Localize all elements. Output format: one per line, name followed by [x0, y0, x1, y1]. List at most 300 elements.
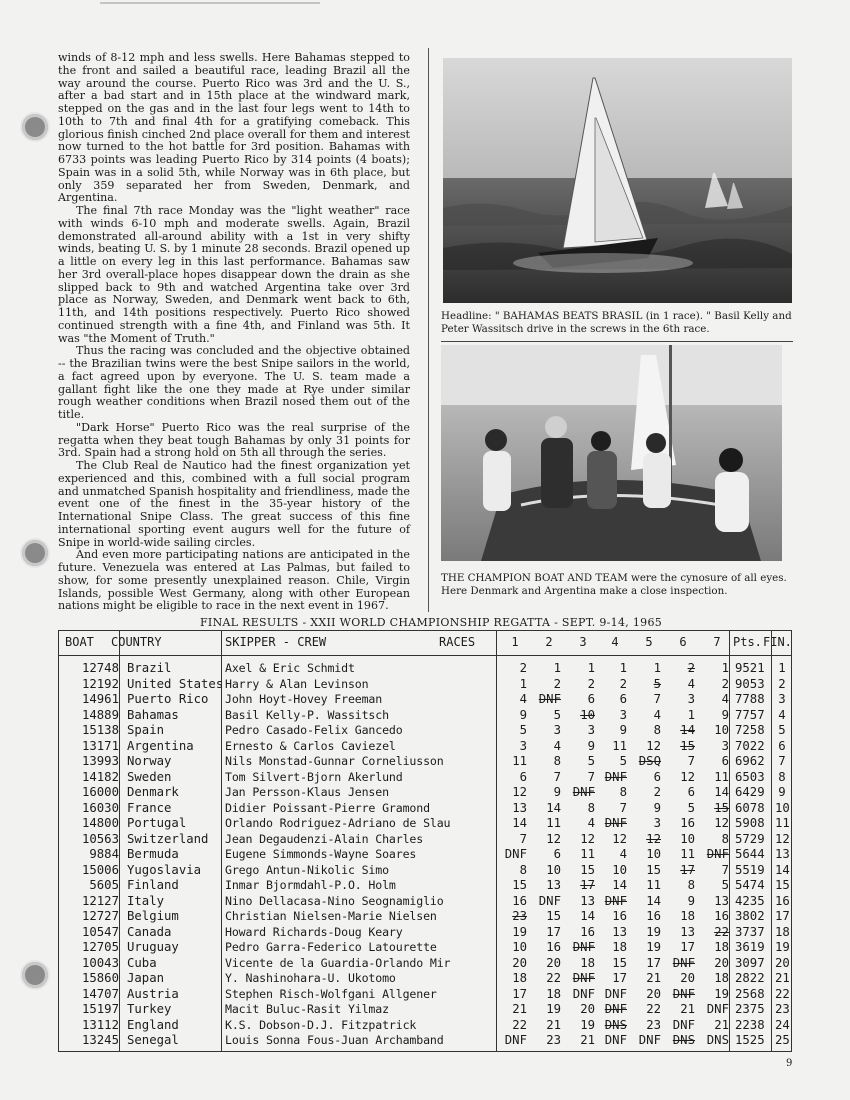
race-result: 12 — [646, 738, 661, 753]
boat-number: 9884 — [89, 847, 119, 861]
race-result-discarded: 14 — [680, 723, 695, 737]
race-result: 14 — [714, 785, 729, 799]
country-name: Norway — [127, 754, 172, 768]
race-result: 19 — [646, 924, 661, 939]
sailboat-photo — [443, 58, 792, 303]
final-place: 8 — [778, 769, 786, 784]
header-race-number: 1 — [511, 635, 519, 649]
skipper-crew: Pedro Garra-Federico Latourette — [225, 940, 437, 954]
country-name: Japan — [127, 971, 165, 985]
race-result: DNF — [504, 847, 527, 861]
table-row — [59, 739, 791, 755]
race-result-discarded: DNF — [672, 986, 695, 1001]
race-result: 10 — [714, 723, 729, 737]
final-place: 24 — [775, 1017, 790, 1032]
boat-number: 14889 — [81, 707, 119, 722]
table-row — [59, 661, 791, 677]
race-result-discarded: 12 — [646, 831, 661, 846]
boat-number: 12192 — [81, 676, 119, 691]
race-result: 11 — [646, 878, 661, 892]
race-result: 7 — [553, 769, 561, 784]
page-top-line — [100, 2, 320, 4]
race-result: DNF — [672, 1017, 695, 1032]
boat-number: 10043 — [81, 955, 119, 970]
total-points: 7757 — [735, 707, 765, 722]
header-race-number: 4 — [611, 635, 619, 649]
article-paragraph: Thus the racing was concluded and the objective obtained -- the Brazilian twins were the best Snipe sailors in the world, a fact agreed upon by everyone. The U. S. team made a gallant fight like the one they made at Rye under similar rough weather conditions when Brazil nosed them out of the title. — [58, 344, 410, 421]
table-row — [59, 785, 791, 801]
final-place: 13 — [775, 847, 790, 861]
boat-number: 14800 — [81, 816, 119, 830]
race-result: 5 — [687, 800, 695, 815]
race-result: DNF — [604, 986, 627, 1001]
race-result: 14 — [580, 909, 595, 923]
race-result: 6 — [721, 754, 729, 768]
final-place: 16 — [775, 893, 790, 908]
race-result: 16 — [714, 909, 729, 923]
total-points: 2568 — [735, 986, 765, 1001]
final-place: 25 — [775, 1033, 790, 1047]
race-result: 21 — [680, 1002, 695, 1016]
total-points: 7022 — [735, 738, 765, 753]
total-points: 5474 — [735, 878, 765, 892]
skipper-crew: Grego Antun-Nikolic Simo — [225, 862, 389, 877]
race-result: 11 — [546, 816, 561, 830]
race-result-discarded: DNF — [604, 1002, 627, 1016]
skipper-crew: Jean Degaudenzi-Alain Charles — [225, 831, 424, 846]
race-result: 5 — [587, 754, 595, 768]
race-result: 3 — [587, 723, 595, 737]
race-result: 17 — [680, 940, 695, 954]
final-place: 14 — [775, 862, 790, 877]
boat-number: 15860 — [81, 971, 119, 985]
total-points: 3619 — [735, 940, 765, 954]
final-place: 22 — [775, 986, 790, 1001]
race-result: 19 — [512, 924, 527, 939]
binder-hole — [22, 962, 48, 988]
country-name: Portugal — [127, 816, 187, 830]
race-result: 10 — [646, 847, 661, 861]
page-number: 9 — [786, 1058, 793, 1069]
final-place: 19 — [775, 940, 790, 954]
boat-number: 15138 — [81, 723, 119, 737]
skipper-crew: Eugene Simmonds-Wayne Soares — [225, 847, 417, 861]
race-result: 5 — [519, 723, 527, 737]
race-result: 16 — [546, 940, 561, 954]
race-result: 19 — [580, 1017, 595, 1032]
table-row — [59, 677, 791, 693]
boat-number: 13171 — [81, 738, 119, 753]
final-place: 15 — [775, 878, 790, 892]
country-name: Belgium — [127, 909, 179, 923]
final-place: 10 — [775, 800, 790, 815]
race-result-discarded: 2 — [687, 661, 695, 675]
race-result: 8 — [553, 754, 561, 768]
race-result: 9 — [553, 785, 561, 799]
country-name: Yugoslavia — [127, 862, 202, 877]
table-row — [59, 940, 791, 956]
table-row — [59, 925, 791, 941]
race-result: 13 — [580, 893, 595, 908]
race-result-discarded: DNF — [604, 893, 627, 908]
race-result: 1 — [653, 661, 661, 675]
race-result: 15 — [646, 862, 661, 877]
race-result: 22 — [646, 1002, 661, 1016]
race-result: DNF — [638, 1033, 661, 1047]
race-result: 4 — [553, 738, 561, 753]
race-result: 2 — [721, 676, 729, 691]
race-result: 9 — [519, 707, 527, 722]
table-row — [59, 723, 791, 739]
race-result: DNS — [706, 1033, 729, 1047]
boat-number: 16030 — [81, 800, 119, 815]
race-result: 13 — [512, 800, 527, 815]
boat-number: 12748 — [81, 661, 119, 675]
race-result: 7 — [587, 769, 595, 784]
race-result: 16 — [612, 909, 627, 923]
total-points: 7788 — [735, 692, 765, 706]
race-result-discarded: 17 — [680, 862, 695, 877]
table-row — [59, 816, 791, 832]
boat-number: 14961 — [81, 692, 119, 706]
race-result-discarded: 15 — [714, 800, 729, 815]
race-result-discarded: 15 — [680, 738, 695, 753]
race-result: 8 — [721, 831, 729, 846]
race-result: DNF — [538, 893, 561, 908]
skipper-crew: Axel & Eric Schmidt — [225, 661, 355, 675]
race-result: 12 — [546, 831, 561, 846]
race-result: 8 — [653, 723, 661, 737]
race-result: 4 — [653, 707, 661, 722]
race-result: 1 — [721, 661, 729, 675]
total-points: 6429 — [735, 785, 765, 799]
article-paragraph: And even more participating nations are anticipated in the future. Venezuela was entered at Las Palmas, but failed to show, for some presently unexplained reason. Chile, Virgin Islands, possible West Germany, along with other European nations might be eligible to race in the next event in 1967. — [58, 548, 410, 613]
race-result: DNF — [706, 1002, 729, 1016]
table-row — [59, 801, 791, 817]
table-row — [59, 894, 791, 910]
article-paragraph: The Club Real de Nautico had the finest organization yet experienced and this, combined with a full social program and unmatched Spanish hospitality and friendliness, made the event one of the finest in the 35-year history of the International Snipe Class. The great success of this fine international sporting event augurs well for the future of Snipe in world-wide sailing circles. — [58, 459, 410, 549]
race-result: 1 — [687, 707, 695, 722]
race-result: 19 — [646, 940, 661, 954]
country-name: Spain — [127, 723, 165, 737]
table-row — [59, 847, 791, 863]
race-result: 16 — [646, 909, 661, 923]
table-row — [59, 692, 791, 708]
country-name: Bermuda — [127, 847, 179, 861]
skipper-crew: Orlando Rodriguez-Adriano de Slau — [225, 816, 451, 830]
race-result-discarded: DNF — [604, 769, 627, 784]
total-points: 6503 — [735, 769, 765, 784]
race-result-discarded: 23 — [512, 909, 527, 923]
race-result-discarded: DNF — [572, 785, 595, 799]
race-result: 15 — [612, 955, 627, 970]
race-result: 19 — [714, 986, 729, 1001]
race-result: 1 — [587, 661, 595, 675]
total-points: 7258 — [735, 723, 765, 737]
skipper-crew: Nino Dellacasa-Nino Seognamiglio — [225, 893, 444, 908]
final-place: 6 — [778, 738, 786, 753]
boat-number: 12127 — [81, 893, 119, 908]
header-pts: Pts. — [733, 635, 762, 649]
race-result: 18 — [546, 986, 561, 1001]
race-result: 8 — [587, 800, 595, 815]
skipper-crew: Macit Buluc-Rasit Yilmaz — [225, 1002, 389, 1016]
race-result: 11 — [714, 769, 729, 784]
race-result: 19 — [546, 1002, 561, 1016]
final-place: 1 — [778, 661, 786, 675]
race-result: 1 — [553, 661, 561, 675]
race-result: 14 — [646, 893, 661, 908]
race-result: 22 — [512, 1017, 527, 1032]
race-result: 20 — [714, 955, 729, 970]
race-result: 13 — [612, 924, 627, 939]
final-place: 4 — [778, 707, 786, 722]
race-result: 8 — [519, 862, 527, 877]
race-result: 7 — [687, 754, 695, 768]
race-result: 18 — [714, 940, 729, 954]
race-result-discarded: DNF — [538, 692, 561, 706]
race-result: 14 — [512, 816, 527, 830]
race-result-discarded: DSQ — [638, 754, 661, 768]
boat-number: 13993 — [81, 754, 119, 768]
country-name: Bahamas — [127, 707, 179, 722]
race-result: 3 — [653, 816, 661, 830]
total-points: 6078 — [735, 800, 765, 815]
race-result-discarded: DNF — [672, 955, 695, 970]
boat-number: 10547 — [81, 924, 119, 939]
race-result: 2 — [553, 676, 561, 691]
skipper-crew: Inmar Bjormdahl-P.O. Holm — [225, 878, 396, 892]
final-place: 18 — [775, 924, 790, 939]
table-row — [59, 770, 791, 786]
race-result: 23 — [546, 1033, 561, 1047]
race-result: 17 — [612, 971, 627, 985]
race-result: 6 — [553, 847, 561, 861]
country-name: Brazil — [127, 661, 172, 675]
race-result: 15 — [512, 878, 527, 892]
country-name: Argentina — [127, 738, 194, 753]
total-points: 3802 — [735, 909, 765, 923]
race-result: 14 — [612, 878, 627, 892]
final-place: 5 — [778, 723, 786, 737]
header-fin: FIN. — [763, 635, 792, 649]
country-name: Puerto Rico — [127, 692, 209, 706]
race-result-discarded: DNS — [604, 1017, 627, 1032]
header-race-number: 3 — [579, 635, 587, 649]
boat-number: 13245 — [81, 1033, 119, 1047]
table-row — [59, 863, 791, 879]
race-result: 18 — [580, 955, 595, 970]
race-result: 20 — [580, 1002, 595, 1016]
race-result: 13 — [714, 893, 729, 908]
total-points: 6962 — [735, 754, 765, 768]
skipper-crew: Nils Monstad-Gunnar Corneliusson — [225, 754, 444, 768]
race-result: DNF — [604, 1033, 627, 1047]
skipper-crew: Harry & Alan Levinson — [225, 676, 369, 691]
boat-number: 12705 — [81, 940, 119, 954]
race-result: 21 — [546, 1017, 561, 1032]
total-points: 3097 — [735, 955, 765, 970]
race-result: 9 — [653, 800, 661, 815]
final-place: 17 — [775, 909, 790, 923]
country-name: United States — [127, 676, 224, 691]
table-row — [59, 1002, 791, 1018]
table-row — [59, 909, 791, 925]
skipper-crew: John Hoyt-Hovey Freeman — [225, 692, 383, 706]
race-result: 21 — [512, 1002, 527, 1016]
skipper-crew: Louis Sonna Fous-Juan Archamband — [225, 1033, 444, 1047]
country-name: France — [127, 800, 172, 815]
total-points: 4235 — [735, 893, 765, 908]
race-result: 10 — [612, 862, 627, 877]
skipper-crew: Didier Poissant-Pierre Gramond — [225, 800, 430, 815]
race-result: 2 — [619, 676, 627, 691]
article-paragraph: The final 7th race Monday was the "light weather" race with winds 6-10 mph and moderate swells. Again, Brazil demonstrated all-around ability with a 1st in very shifty winds, beating U. S. by 1 minute 28 seconds. Brazil opened up a little on every leg in this last performance. Bahamas saw her 3rd overall-place hopes disappear down the drain as she slipped back to 9th and watched Argentina take over 3rd place as Norway, Sweden, and Denmark went back to 6th, 11th, and 14th positions respectively. Puerto Rico showed continued strength with a fine 4th, and Finland was 5th. It was "the Moment of Truth." — [58, 204, 410, 345]
race-result: 22 — [546, 971, 561, 985]
boat-number: 16000 — [81, 785, 119, 799]
table-row — [59, 878, 791, 894]
total-points: 9521 — [735, 661, 765, 675]
race-result: 9 — [619, 723, 627, 737]
race-result: 4 — [721, 692, 729, 706]
race-result: 3 — [721, 738, 729, 753]
race-result: 3 — [687, 692, 695, 706]
total-points: 2238 — [735, 1017, 765, 1032]
country-name: Uruguay — [127, 940, 179, 954]
race-result: 7 — [619, 800, 627, 815]
race-result: 20 — [646, 986, 661, 1001]
total-points: 2375 — [735, 1002, 765, 1016]
race-result: 12 — [612, 831, 627, 846]
race-result: 1 — [619, 661, 627, 675]
final-place: 12 — [775, 831, 790, 846]
country-name: Austria — [127, 986, 179, 1001]
skipper-crew: Christian Nielsen-Marie Nielsen — [225, 909, 437, 923]
table-row — [59, 754, 791, 770]
race-result: 3 — [553, 723, 561, 737]
race-result: 2 — [587, 676, 595, 691]
race-result: 4 — [519, 692, 527, 706]
final-place: 2 — [778, 676, 786, 691]
boat-number: 14182 — [81, 769, 119, 784]
race-result: 13 — [546, 878, 561, 892]
boat-number: 15197 — [81, 1002, 119, 1016]
article-column — [58, 52, 410, 613]
race-result: 15 — [546, 909, 561, 923]
race-result: 7 — [653, 692, 661, 706]
race-result: 4 — [587, 816, 595, 830]
race-result: DNF — [572, 986, 595, 1001]
race-result: 4 — [619, 847, 627, 861]
final-place: 7 — [778, 754, 786, 768]
skipper-crew: Tom Silvert-Bjorn Akerlund — [225, 769, 403, 784]
skipper-crew: Stephen Risch-Wolfgani Allgener — [225, 986, 437, 1001]
final-place: 21 — [775, 971, 790, 985]
race-result: 9 — [687, 893, 695, 908]
country-name: Finland — [127, 878, 179, 892]
race-result: 11 — [612, 738, 627, 753]
race-result: 21 — [646, 971, 661, 985]
total-points: 2822 — [735, 971, 765, 985]
table-header — [59, 631, 791, 656]
race-result-discarded: DNF — [572, 940, 595, 954]
race-result: 1 — [519, 676, 527, 691]
boat-number: 13112 — [81, 1017, 119, 1032]
skipper-crew: Y. Nashinohara-U. Ukotomo — [225, 971, 396, 985]
final-place: 3 — [778, 692, 786, 706]
race-result: 6 — [687, 785, 695, 799]
skipper-crew: Pedro Casado-Felix Gancedo — [225, 723, 403, 737]
boat-number: 10563 — [81, 831, 119, 846]
header-races: RACES — [439, 635, 476, 649]
total-points: 5729 — [735, 831, 765, 846]
header-country: COUNTRY — [111, 635, 162, 649]
country-name: Italy — [127, 893, 165, 908]
country-name: Canada — [127, 924, 172, 939]
race-result: 12 — [580, 831, 595, 846]
skipper-crew: Jan Persson-Klaus Jensen — [225, 785, 389, 799]
caption-rule — [441, 341, 793, 342]
total-points: 1525 — [735, 1033, 765, 1047]
article-paragraph: "Dark Horse" Puerto Rico was the real surprise of the regatta when they beat tough Bahamas by only 31 points for 3rd. Spain had a strong hold on 5th all through the series. — [58, 420, 410, 460]
race-result: 16 — [580, 924, 595, 939]
race-result: 18 — [512, 971, 527, 985]
header-boat: BOAT — [65, 635, 94, 649]
table-row — [59, 971, 791, 987]
race-result: 12 — [680, 769, 695, 784]
results-rows — [59, 661, 791, 1049]
race-result: 10 — [680, 831, 695, 846]
race-result: 18 — [714, 971, 729, 985]
photo-caption: Headline: " BAHAMAS BEATS BRASIL (in 1 race). " Basil Kelly and Peter Wassitsch drive in the screws in the 6th race. — [441, 310, 792, 335]
race-result: 20 — [680, 971, 695, 985]
race-result-discarded: DNS — [672, 1033, 695, 1047]
skipper-crew: Basil Kelly-P. Wassitsch — [225, 707, 389, 722]
race-result-discarded: 5 — [653, 676, 661, 691]
race-result: 18 — [612, 940, 627, 954]
race-result: 21 — [580, 1033, 595, 1047]
country-name: Denmark — [127, 785, 179, 799]
race-result: 8 — [687, 878, 695, 892]
photo-caption: THE CHAMPION BOAT AND TEAM were the cynosure of all eyes. Here Denmark and Argentina make a close inspection. — [441, 572, 787, 597]
race-result: 5 — [619, 754, 627, 768]
skipper-crew: Howard Richards-Doug Keary — [225, 924, 403, 939]
total-points: 3737 — [735, 924, 765, 939]
country-name: Senegal — [127, 1033, 179, 1047]
race-result: 12 — [714, 816, 729, 830]
race-result: 6 — [653, 769, 661, 784]
race-result: 6 — [619, 692, 627, 706]
race-result: 5 — [721, 878, 729, 892]
race-result: 8 — [619, 785, 627, 799]
country-name: Turkey — [127, 1002, 172, 1016]
race-result: 4 — [687, 676, 695, 691]
race-result-discarded: 10 — [580, 707, 595, 722]
race-result: 3 — [519, 738, 527, 753]
binder-hole — [22, 540, 48, 566]
race-result: 17 — [512, 986, 527, 1001]
final-place: 11 — [775, 816, 790, 830]
table-row — [59, 1018, 791, 1034]
table-row — [59, 708, 791, 724]
race-result-discarded: DNF — [572, 971, 595, 985]
race-result-discarded: DNF — [604, 816, 627, 830]
total-points: 5644 — [735, 847, 765, 861]
race-result: 6 — [519, 769, 527, 784]
race-result: 13 — [680, 924, 695, 939]
race-result: 16 — [512, 893, 527, 908]
race-result: 15 — [580, 862, 595, 877]
